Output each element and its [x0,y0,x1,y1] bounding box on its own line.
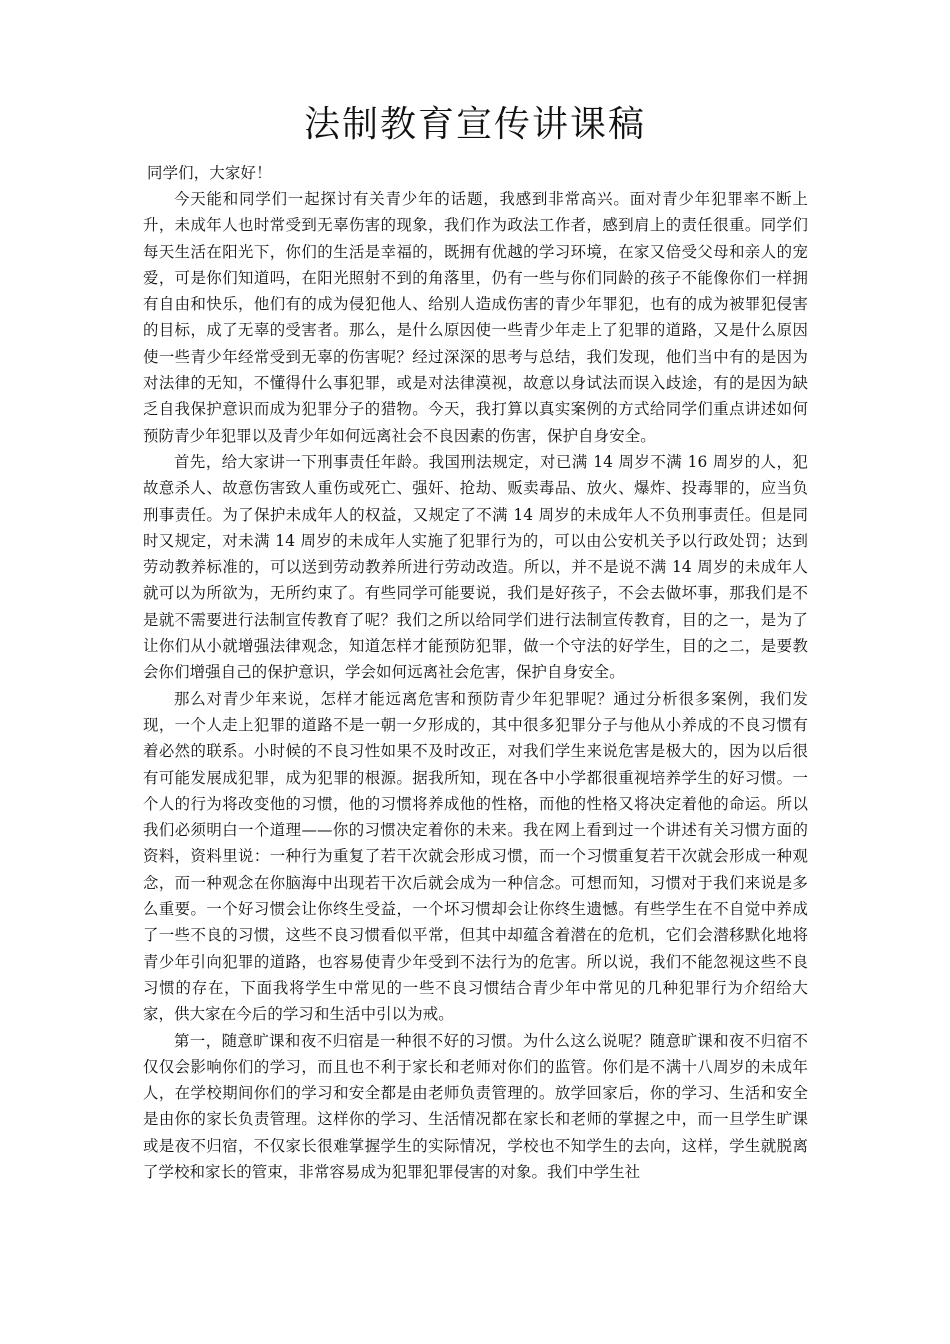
document-body [143,160,808,1185]
paragraph-habits: 那么对青少年来说，怎样才能远离危害和预防青少年犯罪呢？通过分析很多案例，我们发现，一个人走上犯罪的道路不是一朝一夕形成的，其中很多犯罪分子与他从小养成的不良习惯有着必然的联系。小时候的不良习性如果不及时改正，对我们学生来说危害是极大的，因为以后很有可能发展成犯罪，成为犯罪的根源。据我所知，现在各中小学都很重视培养学生的好习惯。一个人的行为将改变他的习惯，他的习惯将养成他的性格，而他的性格又将决定着他的命运。所以我们必须明白一个道理——你的习惯决定着你的未来。我在网上看到过一个讲述有关习惯方面的资料，资料里说：一种行为重复了若干次就会形成习惯，而一个习惯重复若干次就会形成一种观念，而一种观念在你脑海中出现若干次后就会成为一种信念。可想而知，习惯对于我们来说是多么重要。一个好习惯会让你终生受益，一个坏习惯却会让你终生遗憾。有些学生在不自觉中养成了一些不良的习惯，这些不良习惯看似平常，但其中却蕴含着潜在的危机，它们会潜移默化地将青少年引向犯罪的道路，也容易使青少年受到不法行为的危害。所以说，我们不能忽视这些不良习惯的存在，下面我将学生中常见的一些不良习惯结合青少年中常见的几种犯罪行为介绍给大家，供大家在今后的学习和生活中引以为戒。 [143,689,808,1024]
paragraph-intro: 今天能和同学们一起探讨有关青少年的话题，我感到非常高兴。面对青少年犯罪率不断上升，未成年人也时常受到无辜伤害的现象，我们作为政法工作者，感到肩上的责任很重。同学们每天生活在阳光下，你们的生活是幸福的，既拥有优越的学习环境，在家又倍受父母和亲人的宠爱，可是你们知道吗，在阳光照射不到的角落里，仍有一些与你们同龄的孩子不能像你们一样拥有自由和快乐，他们有的成为侵犯他人、给别人造成伤害的青少年罪犯，也有的成为被罪犯侵害的目标，成了无辜的受害者。那么，是什么原因使一些青少年走上了犯罪的道路，又是什么原因使一些青少年经常受到无辜的伤害呢？经过深深的思考与总结，我们发现，他们当中有的是因为对法律的无知，不懂得什么事犯罪，或是对法律漠视，故意以身试法而误入歧途，有的是因为缺乏自我保护意识而成为犯罪分子的猎物。今天，我打算以真实案例的方式给同学们重点讲述如何预防青少年犯罪以及青少年如何远离社会不良因素的伤害，保护自身安全。 [143,190,808,445]
paragraph-truancy: 第一，随意旷课和夜不归宿是一种很不好的习惯。为什么这么说呢？随意旷课和夜不归宿不仅仅会影响你们的学习，而且也不利于家长和老师对你们的监管。你们是不满十八周岁的未成年人，在学校期间你们的学习和安全都是由老师负责管理的。放学回家后，你的学习、生活和安全是由你的家长负责管理。这样你的学习、生活情况都在家长和老师的掌握之中，而一旦学生旷课或是夜不归宿，不仅家长很难掌握学生的实际情况，学校也不知学生的去向，这样，学生就脱离了学校和家长的管束，非常容易成为犯罪犯罪侵害的对象。我们中学生社 [143,1031,808,1181]
paragraph-criminal-age: 首先，给大家讲一下刑事责任年龄。我国刑法规定，对已满 14 周岁不满 16 周岁的人，犯故意杀人、故意伤害致人重伤或死亡、强奸、抢劫、贩卖毒品、放火、爆炸、投毒罪的，应当负刑事责任。为了保护未成年人的权益，又规定了不满 14 周岁的未成年人不负刑事责任。但是同时又规定，对未满 14 周岁的未成年人实施了犯罪行为的，可以由公安机关予以行政处罚；达到劳动教养标准的，可以送到劳动教养所进行劳动改造。所以，并不是说不满 14 周岁的未成年人就可以为所欲为，无所约束了。有些同学可能要说，我们是好孩子，不会去做坏事，那我们是不是就不需要进行法制宣传教育了呢？我们之所以给同学们进行法制宣传教育，目的之一，是为了让你们从小就增强法律观念，知道怎样才能预防犯罪，做一个守法的好学生，目的之二，是要教会你们增强自己的保护意识，学会如何远离社会危害，保护自身安全。 [143,452,808,682]
document-title: 法制教育宣传讲课稿 [303,104,646,145]
greeting-line: 同学们，大家好！ [147,164,272,182]
